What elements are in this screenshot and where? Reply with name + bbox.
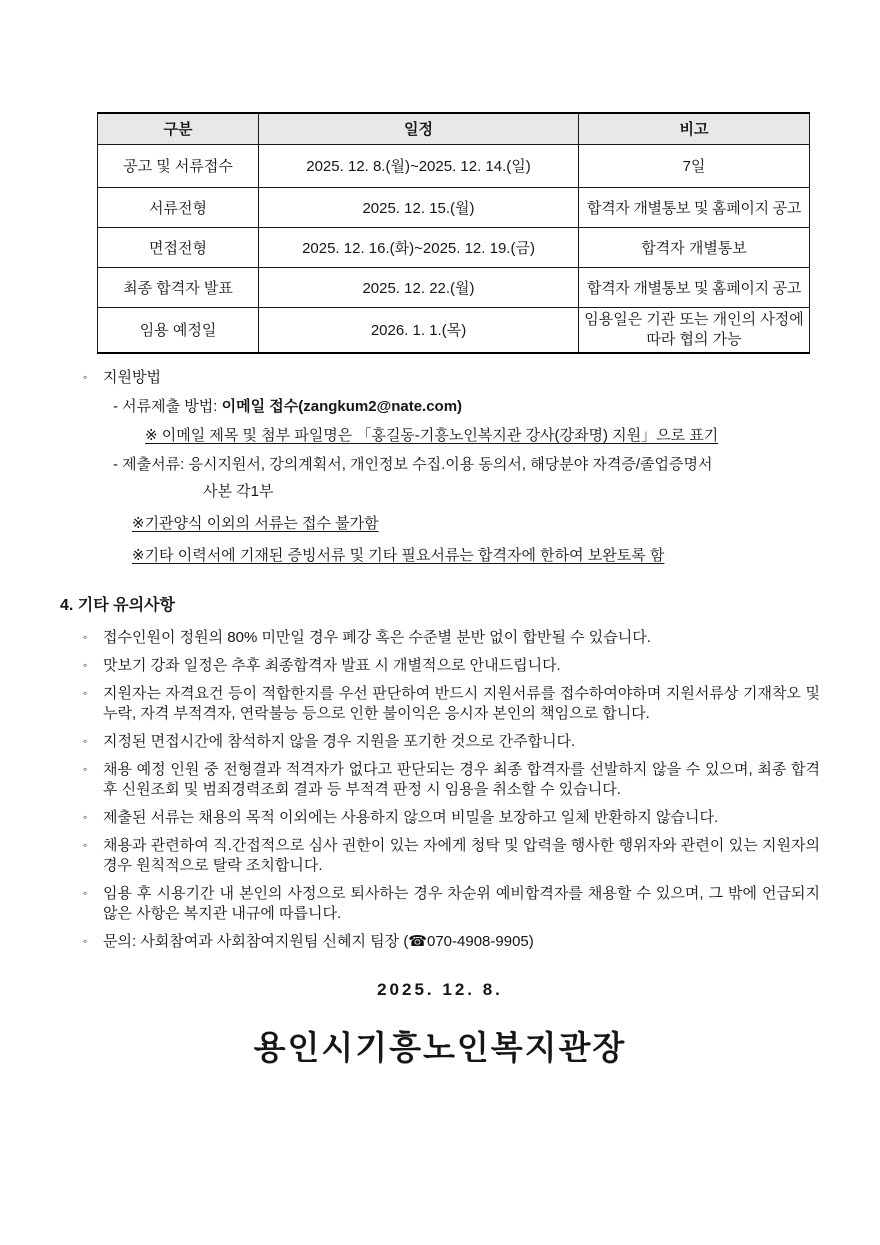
table-row (98, 227, 810, 267)
cell-note: 합격자 개별통보 및 홈페이지 공고 (579, 187, 810, 227)
notes-list (83, 628, 820, 952)
contact-text: 문의: 사회참여과 사회참여지원팀 신혜지 팀장 (☎070-4908-9905) (103, 933, 534, 950)
form-restriction-note: ※기관양식 이외의 서류는 접수 불가함 (132, 515, 379, 532)
cell-schedule: 2025. 12. 16.(화)~2025. 12. 19.(금) (259, 227, 579, 267)
cell-schedule: 2025. 12. 8.(월)~2025. 12. 14.(일) (259, 144, 579, 187)
extra-documents-note: ※기타 이력서에 기재된 증빙서류 및 기타 필요서류는 합격자에 한하여 보완토록 함 (132, 547, 665, 564)
cell-note: 합격자 개별통보 (579, 227, 810, 267)
bullet-icon: ◦ (83, 630, 88, 644)
list-item (83, 760, 820, 800)
documents-line-continued: 사본 각1부 (203, 483, 274, 500)
cell-category: 서류전형 (98, 187, 259, 227)
bullet-icon: ◦ (83, 734, 88, 748)
note-text: 지원자는 자격요건 등이 적합한지를 우선 판단하여 반드시 지원서류를 접수하여야하며 지원서류상 기재착오 및 누락, 자격 부적격자, 연락불능 등으로 인한 불이익은 응시자 본인의 책임으로 합니다. (103, 685, 820, 722)
cell-note: 합격자 개별통보 및 홈페이지 공고 (579, 267, 810, 307)
note-text: 맛보기 강좌 일정은 추후 최종합격자 발표 시 개별적으로 안내드립니다. (103, 657, 561, 674)
header-schedule: 일정 (259, 113, 579, 144)
list-item (83, 808, 820, 828)
list-item (83, 732, 820, 752)
table-row (98, 144, 810, 187)
schedule-table (97, 112, 810, 354)
bullet-icon: ◦ (83, 658, 88, 672)
table-row (98, 187, 810, 227)
apply-method-section (83, 367, 880, 566)
note-text: 접수인원이 정원의 80% 미만일 경우 폐강 혹은 수준별 분반 없이 합반될 수 있습니다. (103, 629, 651, 646)
cell-schedule: 2025. 12. 22.(월) (259, 267, 579, 307)
cell-category: 임용 예정일 (98, 307, 259, 353)
bullet-icon: ◦ (83, 686, 88, 700)
note-text: 임용 후 시용기간 내 본인의 사정으로 퇴사하는 경우 차순위 예비합격자를 채용할 수 있으며, 그 밖에 언급되지 않은 사항은 복지관 내규에 따릅니다. (103, 885, 820, 922)
note-text: 지정된 면접시간에 참석하지 않을 경우 지원을 포기한 것으로 간주합니다. (103, 733, 576, 750)
notice-date: 2025. 12. 8. (377, 980, 503, 999)
list-item (83, 836, 820, 876)
email-title-note: ※ 이메일 제목 및 첨부 파일명은 「홍길동-기흥노인복지관 강사(강좌명) 지원」으로 표기 (145, 427, 719, 444)
notes-section-heading: 4. 기타 유의사항 (60, 597, 175, 614)
table-row (98, 267, 810, 307)
cell-schedule: 2025. 12. 15.(월) (259, 187, 579, 227)
apply-method-title-row (83, 367, 880, 388)
bullet-icon: ◦ (83, 762, 88, 776)
submit-method-line (113, 396, 880, 417)
note-text: 채용과 관련하여 직.간접적으로 심사 권한이 있는 자에게 청탁 및 압력을 행사한 행위자와 관련이 있는 지원자의 경우 원칙적으로 탈락 조치합니다. (103, 837, 820, 874)
bullet-icon: ◦ (83, 934, 88, 948)
submit-method-prefix: - 서류제출 방법: (113, 398, 222, 415)
header-note: 비고 (579, 113, 810, 144)
list-item (83, 628, 820, 648)
bullet-icon: ◦ (83, 838, 88, 852)
table-header-row (98, 113, 810, 144)
cell-category: 면접전형 (98, 227, 259, 267)
documents-line: - 제출서류: 응시지원서, 강의계획서, 개인정보 수집.이용 동의서, 해당분야 자격증/졸업증명서 (113, 456, 713, 473)
cell-note: 임용일은 기관 또는 개인의 사정에 따라 협의 가능 (579, 307, 810, 353)
header-category: 구분 (98, 113, 259, 144)
cell-note: 7일 (579, 144, 810, 187)
list-item (83, 656, 820, 676)
list-item (83, 684, 820, 724)
note-text: 채용 예정 인원 중 전형결과 적격자가 없다고 판단되는 경우 최종 합격자를 선발하지 않을 수 있으며, 최종 합격 후 신원조회 및 범죄경력조회 결과 등 부적격 판정 시 임용을 취소할 수 있습니다. (103, 761, 820, 798)
signature-title: 용인시기흥노인복지관장 (253, 1029, 627, 1066)
cell-category: 최종 합격자 발표 (98, 267, 259, 307)
submit-method-email: 이메일 접수(zangkum2@nate.com) (221, 398, 463, 415)
bullet-icon: ◦ (83, 370, 88, 384)
table-row (98, 307, 810, 353)
cell-category: 공고 및 서류접수 (98, 144, 259, 187)
bullet-icon: ◦ (83, 886, 88, 900)
list-item-contact (83, 932, 820, 952)
note-text: 제출된 서류는 채용의 목적 이외에는 사용하지 않으며 비밀을 보장하고 일체 반환하지 않습니다. (103, 809, 719, 826)
list-item (83, 884, 820, 924)
cell-schedule: 2026. 1. 1.(목) (259, 307, 579, 353)
apply-method-title: 지원방법 (103, 369, 161, 386)
bullet-icon: ◦ (83, 810, 88, 824)
